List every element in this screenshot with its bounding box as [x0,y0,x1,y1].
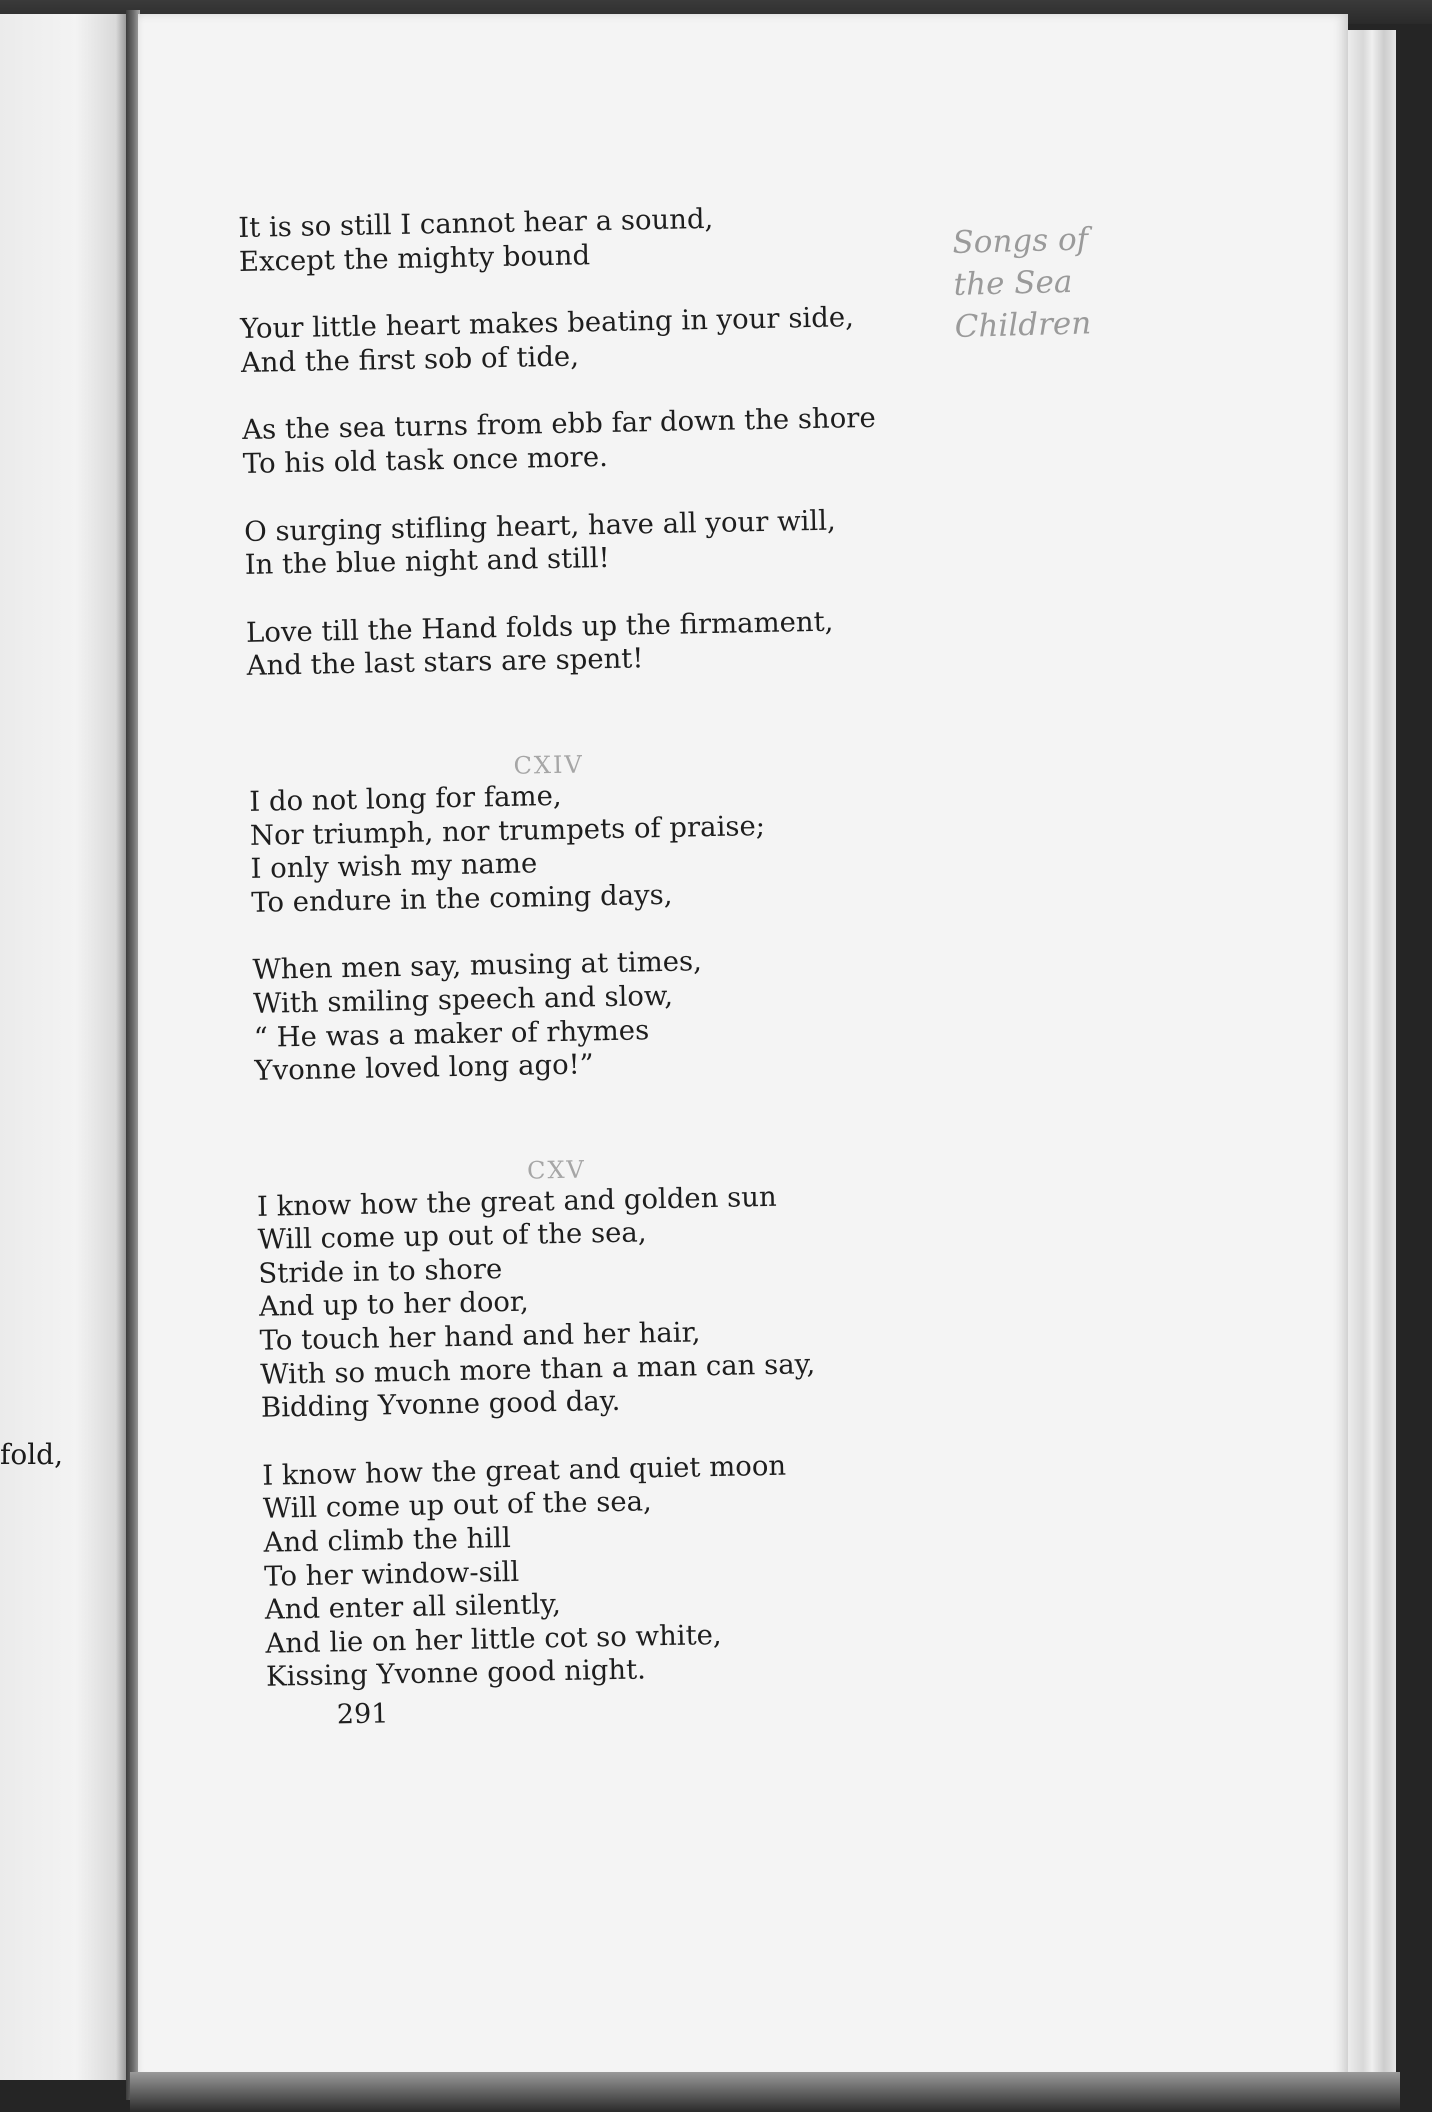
stanza [242,401,963,482]
poem-line: Stride in to shore [258,1253,503,1290]
running-head [952,218,1092,348]
poem-text [238,198,987,1733]
left-page-edge [0,14,126,2080]
poem-line: Will come up out of the sea, [257,1216,647,1257]
section-number: CXIV [513,750,585,780]
running-head-line: the Sea [953,263,1073,303]
poem-line: And enter all silently, [264,1588,562,1626]
poem-line: And lie on her little cot so white, [265,1618,722,1660]
poem-line: And the first sob of tide, [240,340,580,379]
running-head-line: Children [954,305,1092,345]
poem-line: When men say, musing at times, [252,945,703,987]
poem-line: I know how the great and golden sun [256,1180,777,1223]
poem-line: To her window-sill [263,1555,520,1593]
poem-line: Yvonne loved long ago!” [254,1048,595,1087]
poem-line: Your little heart makes beating in your side, [239,301,855,346]
stanza [238,198,959,279]
poem-line: With so much more than a man can say, [260,1347,816,1391]
stanza [249,772,971,920]
left-page-fragment: fold, [0,1438,63,1471]
poem-line: Kissing Yvonne good night. [265,1653,647,1694]
poem-line: And climb the hill [263,1522,512,1559]
poem-line: To his old task once more. [242,440,609,480]
poem-line: To touch her hand and her hair, [259,1316,701,1357]
poem-line: O surging stifling heart, have all your will, [243,504,837,548]
running-head-line: Songs of [952,221,1089,261]
poem-line: It is so still I cannot hear a sound, [238,202,714,244]
stanza [244,502,965,583]
poem-line: Except the mighty bound [238,238,591,278]
poem-line: Love till the Hand folds up the firmament, [245,605,834,649]
poem-line: I do not long for fame, [249,779,562,818]
poem-line: “ He was a maker of rhymes [253,1013,650,1054]
scanner-bottom-edge [130,2072,1400,2112]
stanza [262,1446,986,1695]
poem-line: And the last stars are spent! [246,642,644,683]
poem-line: I only wish my name [250,847,538,886]
section-number: CXV [526,1155,587,1185]
page-number: 291 [336,1698,389,1731]
poem-line: Will come up out of the sea, [262,1485,653,1526]
poem-line: In the blue night and still! [244,542,610,582]
poem-line: As the sea turns from ebb far down the shore [241,402,876,447]
stanza [252,940,974,1088]
stanza [240,299,961,380]
poem-line: And up to her door, [258,1286,530,1324]
stanza [246,603,967,684]
poem-line: Bidding Yvonne good day. [260,1385,621,1425]
stanza [257,1177,981,1426]
poem-line: To endure in the coming days, [250,878,673,919]
poem-line: Nor triumph, nor trumpets of praise; [249,809,766,852]
poem-line: With smiling speech and slow, [252,979,674,1020]
poem-line: I know how the great and quiet moon [261,1449,787,1492]
